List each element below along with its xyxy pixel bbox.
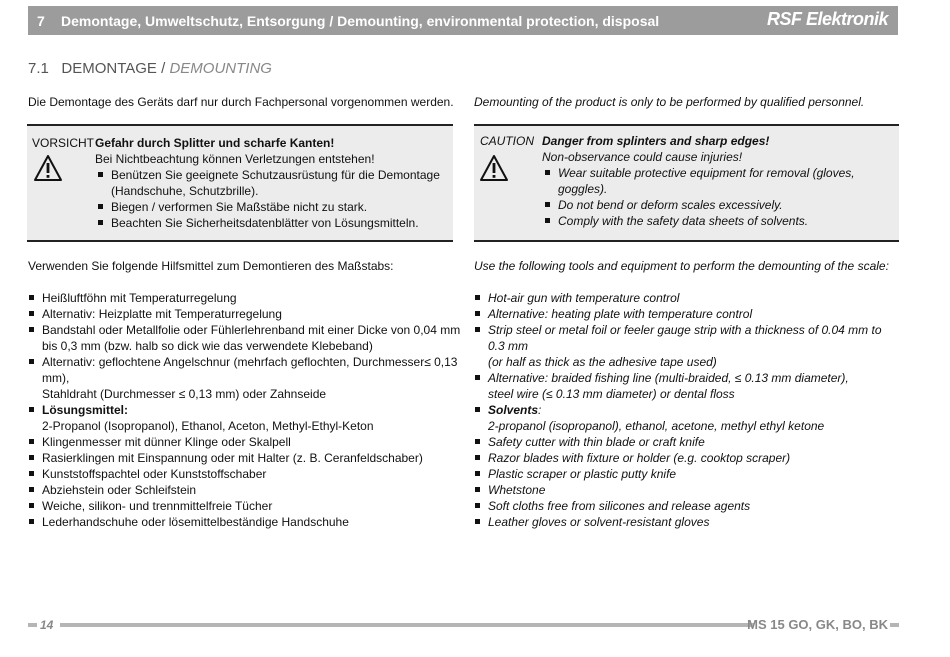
list-item: Leather gloves or solvent-resistant gloves xyxy=(474,514,899,530)
item-line: Alternative: braided fishing line (multi-braided, ≤ 0.13 mm diameter), xyxy=(488,371,849,385)
list-item: Klingenmesser mit dünner Klinge oder Skalpell xyxy=(28,434,473,450)
footer-rule-left xyxy=(28,623,37,627)
warning-list xyxy=(542,165,893,229)
list-item: Alternativ: Heizplatte mit Temperaturregelung xyxy=(28,306,473,322)
item-line: Bandstahl oder Metallfolie oder Fühlerlehrenband mit einer Dicke von 0,04 mm xyxy=(42,323,461,337)
list-item: Rasierklingen mit Einspannung oder mit Halter (z. B. Ceranfeldschaber) xyxy=(28,450,473,466)
intro-en: Demounting of the product is only to be performed by qualified personnel. xyxy=(474,95,865,109)
item-line: Strip steel or metal foil or feeler gauge strip with a thickness of 0.04 mm to 0.3 mm xyxy=(488,323,882,353)
page-number: 14 xyxy=(40,618,54,632)
list-item: Lederhandschuhe oder lösemittelbeständige Handschuhe xyxy=(28,514,473,530)
warning-body xyxy=(542,133,893,229)
list-item: Abziehstein oder Schleifstein xyxy=(28,482,473,498)
item-line: Alternativ: geflochtene Angelschnur (mehrfach geflochten, Durchmesser≤ 0,13 mm), xyxy=(42,355,458,385)
list-item: Do not bend or deform scales excessively. xyxy=(542,197,893,213)
list-item: Weiche, silikon- und trennmittelfreie Tücher xyxy=(28,498,473,514)
model-name: MS 15 GO, GK, BO, BK xyxy=(747,617,888,632)
warning-label: CAUTION xyxy=(480,134,534,148)
section-title xyxy=(28,60,272,77)
warning-text: Non-observance could cause injuries! xyxy=(542,150,743,164)
list-item: Safety cutter with thin blade or craft knife xyxy=(474,434,899,450)
list-item: Alternative: heating plate with temperature control xyxy=(474,306,899,322)
item-line: 2-Propanol (Isopropanol), Ethanol, Aceton, Methyl-Ethyl-Keton xyxy=(42,419,374,433)
item-line: steel wire (≤ 0.13 mm diameter) or dental floss xyxy=(488,387,735,401)
section-title-en: DEMOUNTING xyxy=(169,60,272,77)
tools-intro-de: Verwenden Sie folgende Hilfsmittel zum Demontieren des Maßstabs: xyxy=(28,259,394,273)
list-item: Whetstone xyxy=(474,482,899,498)
warning-body xyxy=(95,135,447,231)
warning-headline: Gefahr durch Splitter und scharfe Kanten! xyxy=(95,136,335,150)
solvents-label: Lösungsmittel: xyxy=(42,403,128,417)
chapter-title: Demontage, Umweltschutz, Entsorgung / Demounting, environmental protection, disposal xyxy=(61,12,660,29)
list-item xyxy=(28,354,473,402)
list-item: Soft cloths free from silicones and release agents xyxy=(474,498,899,514)
warning-label: VORSICHT xyxy=(32,136,95,150)
tools-list-en xyxy=(474,290,899,530)
item-line: bis 0,3 mm (bzw. halb so dick wie das verwendete Klebeband) xyxy=(42,339,373,353)
warning-text: Bei Nichtbeachtung können Verletzungen entstehen! xyxy=(95,152,375,166)
list-item: Heißluftföhn mit Temperaturregelung xyxy=(28,290,473,306)
list-item xyxy=(28,322,473,354)
list-item: Beachten Sie Sicherheitsdatenblätter von Lösungsmitteln. xyxy=(95,215,447,231)
list-item: Plastic scraper or plastic putty knife xyxy=(474,466,899,482)
tools-intro-en: Use the following tools and equipment to perform the demounting of the scale: xyxy=(474,259,889,273)
chapter-number: 7 xyxy=(37,12,45,29)
solvents-label: Solvents xyxy=(488,403,539,417)
list-item xyxy=(474,402,899,434)
tools-list-de xyxy=(28,290,473,530)
list-item: Wear suitable protective equipment for removal (gloves, goggles). xyxy=(542,165,893,197)
brand-logo: RSF Elektronik xyxy=(766,9,888,29)
warning-headline: Danger from splinters and sharp edges! xyxy=(542,134,770,148)
chapter-header xyxy=(28,6,898,35)
list-item: Kunststoffspachtel oder Kunststoffschaber xyxy=(28,466,473,482)
solvents-colon: : xyxy=(538,403,542,417)
footer-rule-right xyxy=(890,623,899,627)
warning-triangle-icon xyxy=(33,154,63,182)
item-line: Stahldraht (Durchmesser ≤ 0,13 mm) oder Zahnseide xyxy=(42,387,327,401)
warning-box-en xyxy=(474,124,899,242)
list-item: Biegen / verformen Sie Maßstäbe nicht zu stark. xyxy=(95,199,447,215)
list-item xyxy=(474,370,899,402)
section-number: 7.1 xyxy=(28,60,49,77)
warning-list xyxy=(95,167,447,231)
item-line: (or half as thick as the adhesive tape used) xyxy=(488,355,717,369)
list-item xyxy=(474,322,899,370)
list-item: Hot-air gun with temperature control xyxy=(474,290,899,306)
intro-de: Die Demontage des Geräts darf nur durch Fachpersonal vorgenommen werden. xyxy=(28,95,454,109)
list-item: Razor blades with fixture or holder (e.g. cooktop scraper) xyxy=(474,450,899,466)
section-title-de: DEMONTAGE / xyxy=(61,60,166,77)
list-item xyxy=(28,402,473,434)
warning-box-de xyxy=(27,124,453,242)
item-line: 2-propanol (isopropanol), ethanol, acetone, methyl ethyl ketone xyxy=(488,419,825,433)
warning-triangle-icon xyxy=(479,154,509,182)
list-item: Benützen Sie geeignete Schutzausrüstung für die Demontage (Handschuhe, Schutzbrille). xyxy=(95,167,447,199)
list-item: Comply with the safety data sheets of solvents. xyxy=(542,213,893,229)
footer-rule xyxy=(60,623,754,627)
